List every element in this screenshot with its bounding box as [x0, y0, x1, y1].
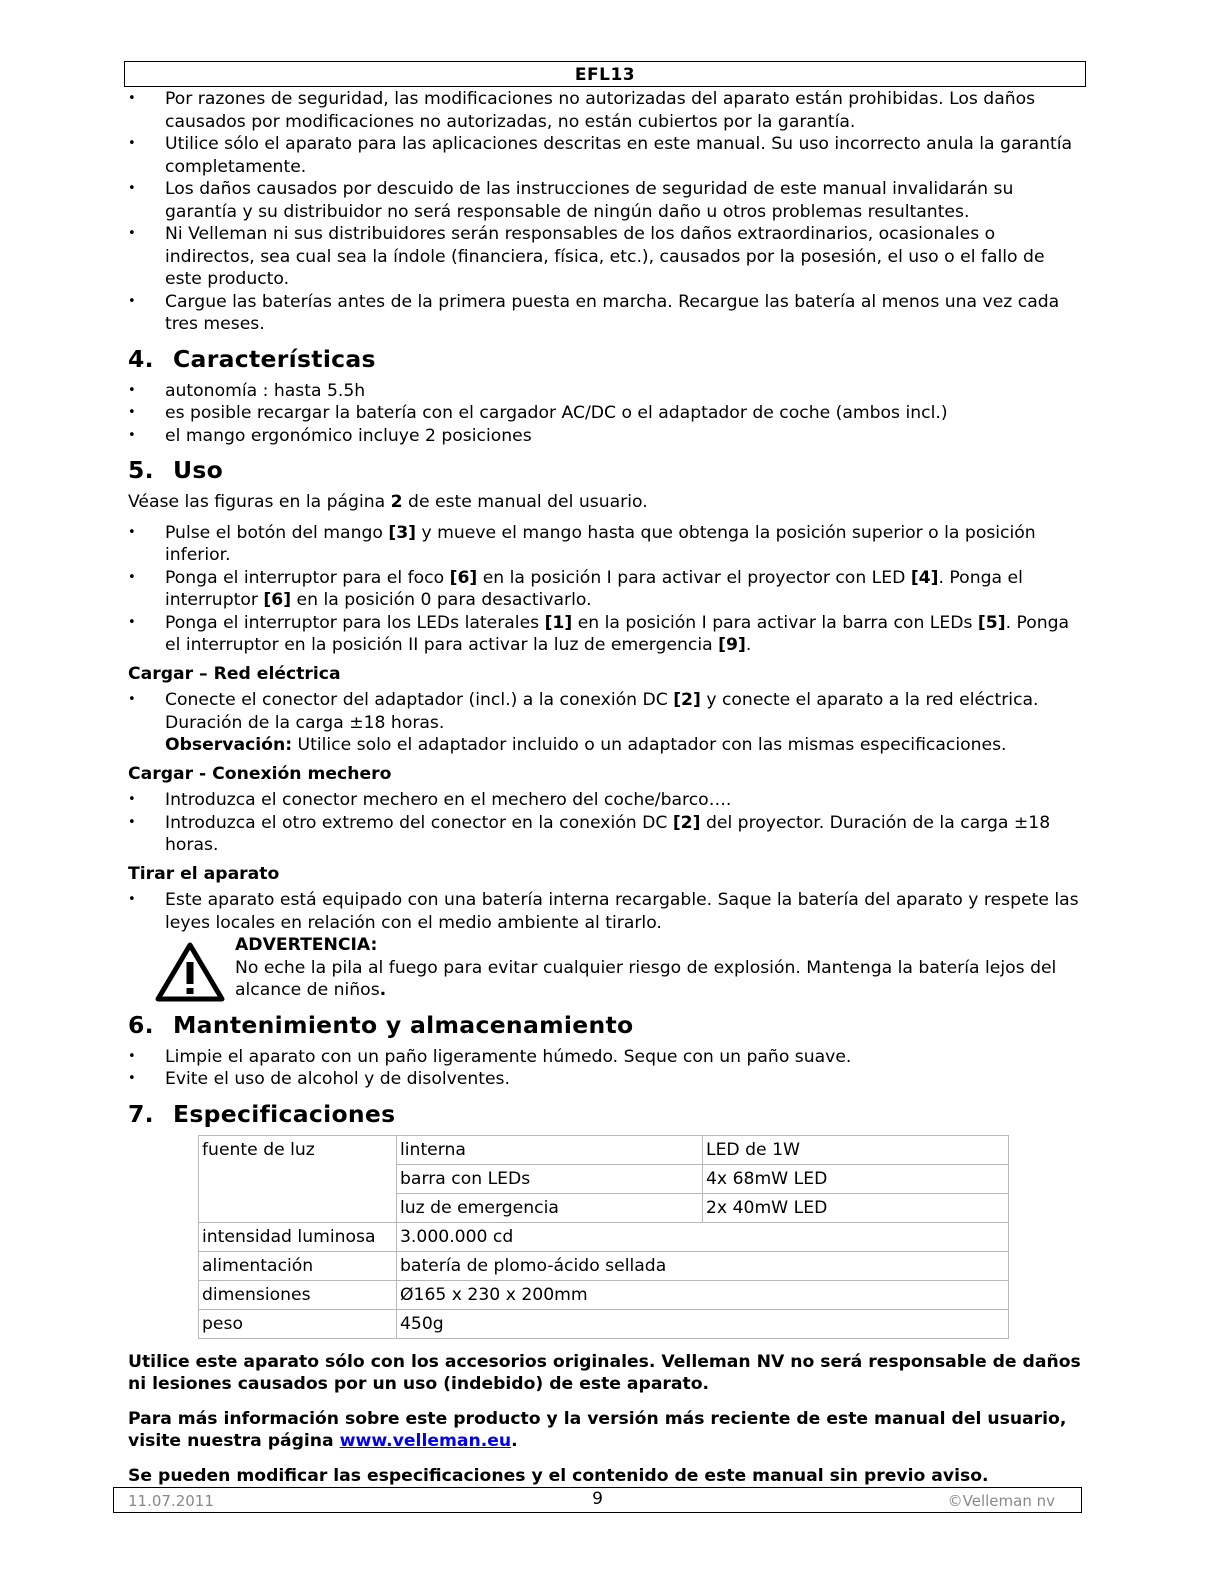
- table-row: [199, 1135, 1009, 1164]
- disposal-list: [128, 889, 1083, 934]
- page-content: [128, 88, 1083, 1495]
- list-item: • Utilice sólo el aparato para las aplicaciones descritas en este manual. Su uso incorrecto anula la garantía completamente.: [128, 133, 1083, 178]
- observation-label: Observación:: [165, 735, 293, 755]
- charge-mains-list: [128, 689, 1083, 757]
- list-item: • autonomía : hasta 5.5h: [128, 380, 1083, 403]
- table-cell: dimensiones: [199, 1280, 397, 1309]
- section-number: 4.: [128, 344, 154, 373]
- list-item: • Introduzca el conector mechero en el mechero del coche/barco….: [128, 789, 1083, 812]
- list-item: • Cargue las baterías antes de la primera puesta en marcha. Recargue las batería al menos una vez cada tres meses.: [128, 291, 1083, 336]
- accessories-note: Utilice este aparato sólo con los accesorios originales. Velleman NV no será responsable de daños ni lesiones causados por un uso (indebido) de este aparato.: [128, 1351, 1081, 1394]
- section-heading-specs: [128, 1099, 1083, 1129]
- section-title: Características: [173, 344, 376, 373]
- table-cell: intensidad luminosa: [199, 1222, 397, 1251]
- list-item: • Ponga el interruptor para los LEDs laterales [1] en la posición I para activar la barra con LEDs [5]. Ponga el interruptor en la posición II para activar la luz de emergencia [9].: [128, 612, 1083, 657]
- section-heading-features: [128, 344, 1083, 374]
- modification-note: Se pueden modificar las especificaciones y el contenido de este manual sin previo aviso.: [128, 1465, 989, 1486]
- list-item: • Pulse el botón del mango [3] y mueve el mango hasta que obtenga la posición superior o la posición inferior.: [128, 522, 1083, 567]
- warning-text: No eche la pila al fuego para evitar cualquier riesgo de explosión. Mantenga la batería lejos del alcance de niños.: [235, 957, 1057, 1000]
- list-item: • Limpie el aparato con un paño ligeramente húmedo. Seque con un paño suave.: [128, 1046, 1083, 1069]
- safety-list: [128, 88, 1083, 336]
- use-list: [128, 522, 1083, 657]
- table-row: [199, 1222, 1009, 1251]
- features-list: [128, 380, 1083, 448]
- list-item: • Conecte el conector del adaptador (incl.) a la conexión DC [2] y conecte el aparato a la red eléctrica. Duración de la carga ±18 horas. Observación: Utilice solo el adaptador incluido o un adaptador con las mismas especificaciones.: [128, 689, 1083, 757]
- table-cell: luz de emergencia: [397, 1193, 703, 1222]
- section-title: Mantenimiento y almacenamiento: [173, 1010, 634, 1039]
- list-item: • Este aparato está equipado con una batería interna recargable. Saque la batería del aparato y respete las leyes locales en relación con el medio ambiente al tirarlo.: [128, 889, 1083, 934]
- list-item: • Introduzca el otro extremo del conector en la conexión DC [2] del proyector. Duración de la carga ±18 horas.: [128, 812, 1083, 857]
- section-heading-use: [128, 455, 1083, 485]
- list-item: • Evite el uso de alcohol y de disolventes.: [128, 1068, 1083, 1091]
- charge-car-list: [128, 789, 1083, 857]
- page-number: 9: [592, 1489, 603, 1509]
- table-cell: barra con LEDs: [397, 1164, 703, 1193]
- table-row: [199, 1251, 1009, 1280]
- section-title: Uso: [173, 456, 224, 484]
- table-cell: 4x 68mW LED: [703, 1164, 1009, 1193]
- header-title: EFL13: [574, 65, 636, 85]
- table-cell: 3.000.000 cd: [397, 1222, 1009, 1251]
- table-cell: peso: [199, 1309, 397, 1338]
- subheading-disposal: Tirar el aparato: [128, 863, 280, 884]
- maintenance-list: [128, 1046, 1083, 1091]
- table-cell: alimentación: [199, 1251, 397, 1280]
- table-cell: 450g: [397, 1309, 1009, 1338]
- info-note: Para más información sobre este producto y la versión más reciente de este manual del usuario, visite nuestra página www.velleman.eu.: [128, 1408, 1067, 1451]
- list-item: • Ni Velleman ni sus distribuidores serán responsables de los daños extraordinarios, ocasionales o indirectos, sea cual sea la índole (financiera, física, etc.), causados por la posesión, el uso o el fallo de este producto.: [128, 223, 1083, 291]
- section-title: Especificaciones: [173, 1099, 396, 1128]
- use-intro: Véase las figuras en la página 2 de este manual del usuario.: [128, 492, 648, 512]
- table-row: [199, 1309, 1009, 1338]
- table-row: [199, 1280, 1009, 1309]
- table-cell: LED de 1W: [703, 1135, 1009, 1164]
- table-cell: batería de plomo-ácido sellada: [397, 1251, 1009, 1280]
- specifications-table: [198, 1135, 1009, 1339]
- table-cell: 2x 40mW LED: [703, 1193, 1009, 1222]
- subheading-charge-car: Cargar - Conexión mechero: [128, 763, 392, 784]
- list-item: • el mango ergonómico incluye 2 posiciones: [128, 425, 1083, 448]
- page-footer: [113, 1487, 1082, 1513]
- page-header: [124, 61, 1086, 87]
- section-heading-maintenance: [128, 1010, 1083, 1040]
- list-item: • Por razones de seguridad, las modificaciones no autorizadas del aparato están prohibidas. Los daños causados por modificaciones no autorizadas, no están cubiertos por la garantía.: [128, 88, 1083, 133]
- footer-date: 11.07.2011: [128, 1492, 214, 1510]
- list-item: • Los daños causados por descuido de las instrucciones de seguridad de este manual invalidarán su garantía y su distribuidor no será responsable de ningún daño u otros problemas resultantes.: [128, 178, 1083, 223]
- table-cell: linterna: [397, 1135, 703, 1164]
- table-cell: Ø165 x 230 x 200mm: [397, 1280, 1009, 1309]
- section-number: 5.: [128, 456, 154, 484]
- velleman-link[interactable]: www.velleman.eu: [339, 1431, 512, 1451]
- warning-title: ADVERTENCIA:: [235, 935, 378, 955]
- table-cell: fuente de luz: [199, 1135, 397, 1222]
- list-item: • es posible recargar la batería con el cargador AC/DC o el adaptador de coche (ambos incl.): [128, 402, 1083, 425]
- subheading-charge-mains: Cargar – Red eléctrica: [128, 663, 341, 684]
- list-item: • Ponga el interruptor para el foco [6] en la posición I para activar el proyector con LED [4]. Ponga el interruptor [6] en la posición 0 para desactivarlo.: [128, 567, 1083, 612]
- warning-block: [128, 934, 1083, 1002]
- footer-copyright: ©Velleman nv: [947, 1492, 1055, 1510]
- warning-triangle-icon: [155, 942, 225, 1002]
- section-number: 7.: [128, 1099, 154, 1128]
- section-number: 6.: [128, 1010, 154, 1039]
